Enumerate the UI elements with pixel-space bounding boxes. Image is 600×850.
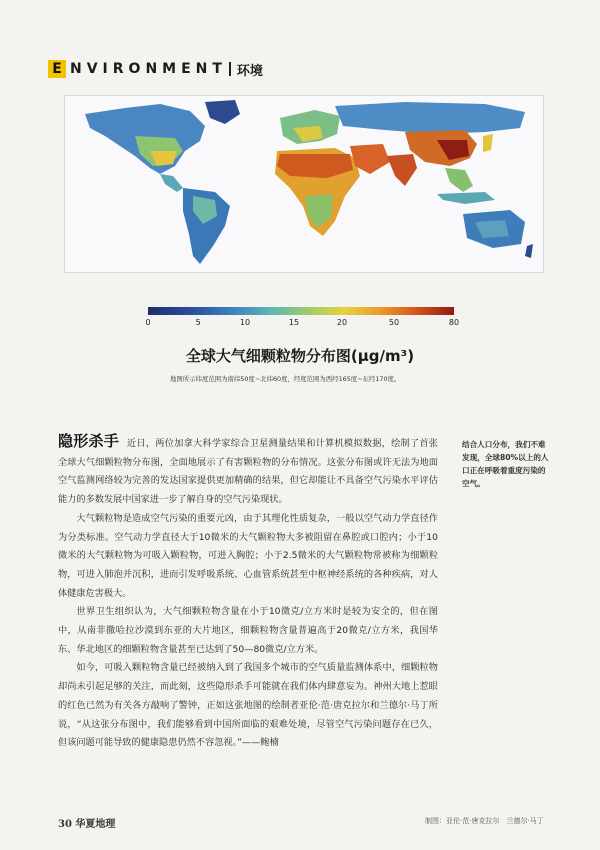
colorbar-ticks bbox=[145, 318, 460, 330]
article-title: 隐形杀手 bbox=[58, 432, 119, 450]
article-paragraph: 世界卫生组织认为，大气细颗粒物含量在小于10微克/立方米时是较为安全的，但在图中，从南非撒哈拉沙漠到东亚的大片地区，细颗粒物含量普遍高于20微克/立方米，我国华东、华北地区的细颗粒物含量甚至已达到了50—80微克/立方米。 bbox=[58, 606, 438, 655]
colorbar-tick: 15 bbox=[288, 318, 300, 327]
map-caption: 地图所示纬度范围为南纬50度~北纬60度，经度范围为西经165度~东经170度。 bbox=[170, 375, 401, 383]
colorbar-legend bbox=[145, 307, 460, 330]
page-footer bbox=[58, 815, 115, 830]
colorbar-gradient bbox=[148, 307, 454, 315]
sidebar-note: 结合人口分布，我们不难发现，全球80%以上的人口正在呼吸着重度污染的空气。 bbox=[462, 440, 549, 488]
colorbar-tick: 50 bbox=[388, 318, 400, 327]
map-credit: 制图：亚伦·范·唐克拉尔 兰德尔·马丁 bbox=[425, 817, 544, 825]
article-paragraph: 大气颗粒物是造成空气污染的重要元凶，由于其理化性质复杂，一般以空气动力学直径作为分类标准。空气动力学直径大于10微米的大气颗粒物大多被阻留在鼻腔或口腔内；小于10微米的大气颗粒物为可吸入颗粒物，可进入胸腔；小于2.5微米的大气颗粒物常被称为细颗粒物，可进入肺泡并沉积，进而引发呼吸系统、心血管系统甚至中枢神经系统的各种疾病，对人体健康危害极大。 bbox=[58, 512, 438, 599]
magazine-name: 华夏地理 bbox=[75, 819, 116, 830]
section-header bbox=[48, 58, 263, 80]
section-initial: E bbox=[48, 60, 66, 78]
map-title: 全球大气细颗粒物分布图(μg/m³) bbox=[185, 347, 415, 365]
page-number: 30 bbox=[58, 819, 72, 830]
colorbar-tick: 5 bbox=[195, 318, 201, 327]
section-name-cn: 环境 bbox=[236, 63, 263, 79]
section-divider bbox=[229, 62, 231, 76]
article-body bbox=[58, 432, 438, 753]
article-paragraph bbox=[58, 432, 438, 510]
colorbar-tick: 80 bbox=[448, 318, 460, 327]
article-paragraph: 如今，可吸入颗粒物含量已经被纳入到了我国多个城市的空气质量监测体系中，细颗粒物却尚未引起足够的关注，而此刻，这些隐形杀手可能就在我们体内肆意妄为。神州大地上惹眼的红色已然为有关各方敲响了警钟，正如这张地图的绘制者亚伦·范·唐克拉尔和兰德尔·马丁所说，“从这张分布图中，我们能够看到中国所面临的艰难处境，尽管空气污染问题存在已久，但该问题可能导致的健康隐患仍然不容忽视。”——鲍楠 bbox=[58, 662, 438, 749]
world-pm25-map bbox=[64, 95, 544, 273]
section-word: NVIRONMENT bbox=[70, 61, 227, 77]
colorbar-tick: 10 bbox=[239, 318, 251, 327]
paragraph-text: 近日，两位加拿大科学家综合卫星测量结果和计算机模拟数据，绘制了首张全球大气细颗粒物分布图，全面地展示了有害颗粒物的分布情况。这张分布图或许无法为地面空气监测网络较为完善的发达国家提供更加精确的结果，但它却能让不具备空气污染水平评估能力的多数发展中国家进一步了解自身的空气污染现状。 bbox=[58, 438, 438, 506]
world-map-image bbox=[65, 96, 543, 272]
colorbar-tick: 0 bbox=[145, 318, 151, 327]
colorbar-tick: 20 bbox=[336, 318, 348, 327]
